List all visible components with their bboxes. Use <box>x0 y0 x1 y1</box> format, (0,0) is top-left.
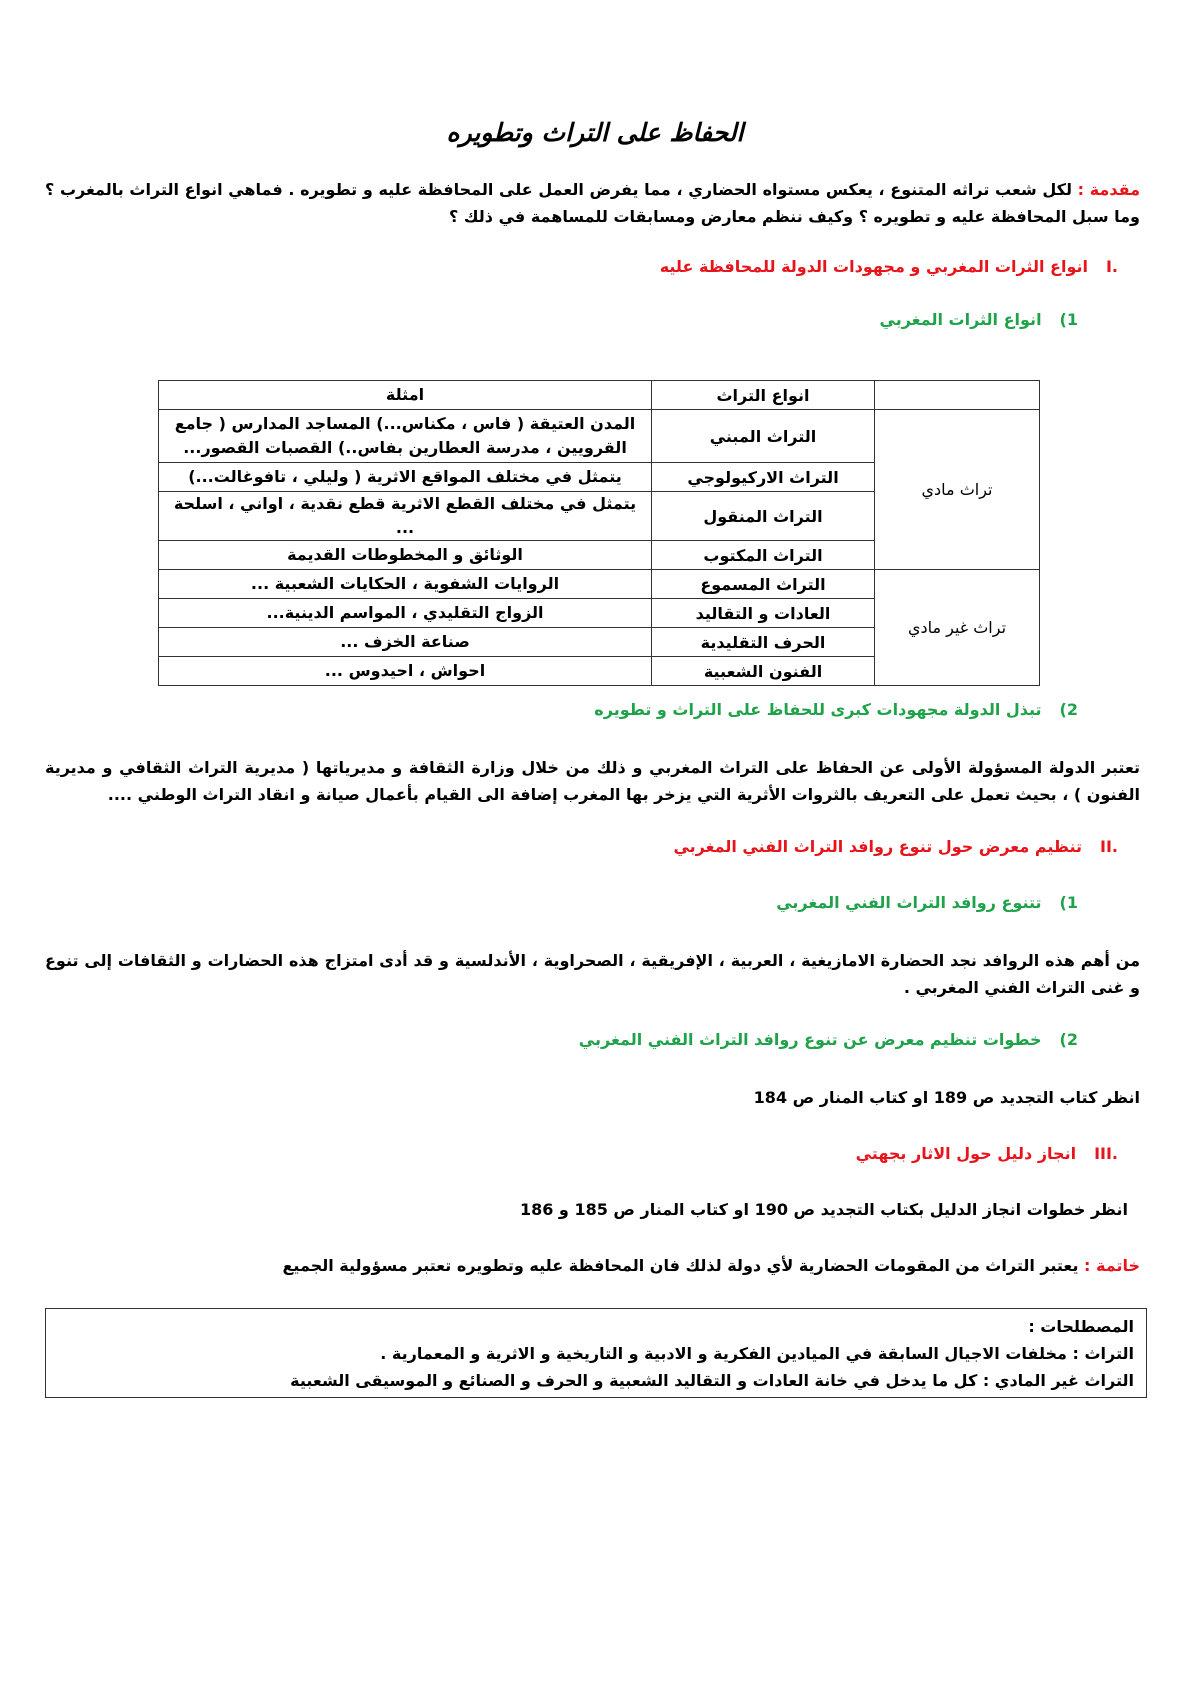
intro-paragraph <box>45 176 1140 230</box>
table-row <box>159 410 1040 463</box>
row-example: يتمثل في مختلف القطع الاثرية قطع نقدية ، اواني ، اسلحة ... <box>159 492 652 541</box>
term-definition: التراث : مخلفات الاجيال السابقة في الميادين الفكرية و الادبية و التاريخية و الاثرية و المعمارية . <box>380 1344 1134 1363</box>
conclusion-paragraph <box>283 1256 1141 1275</box>
section3-number: III. <box>1094 1144 1118 1163</box>
section1-number: I. <box>1105 257 1118 276</box>
row-example: المدن العتيقة ( فاس ، مكناس...) المساجد المدارس ( جامع القرويين ، مدرسة العطارين بفاس..) القصبات القصور... <box>159 410 652 463</box>
section2-title: تنظيم معرض حول تنوع روافد التراث الفني المغربي <box>673 837 1083 856</box>
row-example: يتمثل في مختلف المواقع الاثرية ( وليلي ، تافوغالت...) <box>159 463 652 492</box>
section2-number: II. <box>1100 837 1118 856</box>
section1-title: انواع الثرات المغربي و مجهودات الدولة للمحافظة عليه <box>659 257 1088 276</box>
table-header-examples: امثلة <box>159 381 652 410</box>
terms-heading: المصطلحات : <box>1028 1317 1134 1336</box>
section1-sub1-number: (1 <box>1059 310 1078 329</box>
section2-sub2-text: انظر كتاب التجديد ص 189 او كتاب المنار ص 184 <box>753 1088 1140 1107</box>
row-example: الوثائق و المخطوطات القديمة <box>159 541 652 570</box>
row-example: الزواج التقليدي ، المواسم الدينية... <box>159 599 652 628</box>
group-type-material: تراث مادي <box>875 410 1040 570</box>
section1-sub2-heading <box>594 700 1078 719</box>
terms-box <box>45 1308 1147 1398</box>
page-title: الحفاظ على التراث وتطويره <box>446 118 744 147</box>
term-definition: التراث غير المادي : كل ما يدخل في خانة العادات و التقاليد الشعبية و الحرف و الصنائع و الموسيقى الشعبية <box>290 1371 1134 1390</box>
section2-sub1-paragraph: من أهم هذه الروافد نجد الحضارة الامازيغية ، العربية ، الإفريقية ، الصحراوية ، الأندلسية و قد أدى امتزاج هذه الحضارات و الثقافات إلى تنوع و غنى التراث الفني المغربي . <box>45 951 1140 997</box>
section3-heading <box>856 1144 1118 1163</box>
row-kind: التراث المسموع <box>652 570 875 599</box>
section2-sub2-title: خطوات تنظيم معرض عن تنوع روافد التراث الفني المغربي <box>578 1030 1042 1049</box>
conclusion-text: يعتبر التراث من المقومات الحضارية لأي دولة لذلك فان المحافظة عليه وتطويره تعتبر مسؤولية الجميع <box>282 1256 1085 1275</box>
row-kind: الفنون الشعبية <box>652 657 875 686</box>
row-kind: التراث الاركيولوجي <box>652 463 875 492</box>
row-example: صناعة الخزف ... <box>159 628 652 657</box>
section1-sub2-paragraph: تعتبر الدولة المسؤولة الأولى عن الحفاظ على التراث المغربي و ذلك من خلال وزارة الثقافة و مديرياتها ( مديرية التراث الثقافي و مديرية الفنون ) ، بحيث تعمل على التعريف بالثروات الأثرية التي يزخر بها المغرب إضافة الى القيام بأعمال صيانة و انقاد التراث الوطني .... <box>45 758 1140 804</box>
table-header-kind: انواع التراث <box>652 381 875 410</box>
section1-sub1-title: انواع الثرات المغربي <box>879 310 1042 329</box>
intro-label: مقدمة : <box>1077 180 1140 199</box>
section2-sub2-heading <box>579 1030 1078 1049</box>
row-kind: التراث المبني <box>652 410 875 463</box>
section2-sub1-heading <box>776 893 1078 912</box>
section3-text: انظر خطوات انجاز الدليل بكتاب التجديد ص 190 او كتاب المنار ص 185 و 186 <box>519 1200 1128 1219</box>
row-kind: العادات و التقاليد <box>652 599 875 628</box>
section2-heading <box>673 837 1118 856</box>
row-kind: الحرف التقليدية <box>652 628 875 657</box>
table-header-row <box>159 381 1040 410</box>
conclusion-label: خاتمة : <box>1084 1256 1140 1275</box>
section2-sub1-title: تتنوع روافد التراث الفني المغربي <box>776 893 1042 912</box>
section3-title: انجاز دليل حول الاثار بجهتي <box>855 1144 1077 1163</box>
section1-sub2-number: (2 <box>1059 700 1078 719</box>
row-kind: التراث المنقول <box>652 492 875 541</box>
section1-sub1-heading <box>880 310 1078 329</box>
section1-sub2-title: تبذل الدولة مجهودات كبرى للحفاظ على التراث و تطويره <box>594 700 1042 719</box>
row-example: الروايات الشفوية ، الحكايات الشعبية ... <box>159 570 652 599</box>
table-header-empty <box>875 381 1040 410</box>
heritage-table <box>158 380 1040 686</box>
section1-heading <box>660 257 1118 276</box>
section2-sub1-number: (1 <box>1059 893 1078 912</box>
row-example: احواش ، احيدوس ... <box>159 657 652 686</box>
section2-sub2-number: (2 <box>1059 1030 1078 1049</box>
intro-text: لكل شعب تراثه المتنوع ، يعكس مستواه الحضاري ، مما يفرض العمل على المحافظة عليه و تطويره . فماهي انواع التراث بالمغرب ؟ وما سبل المحافظة عليه و تطويره ؟ وكيف ننظم معارض ومسابقات للمساهمة في ذلك ؟ <box>45 180 1140 226</box>
row-kind: التراث المكتوب <box>652 541 875 570</box>
group-type-intangible: تراث غير مادي <box>875 570 1040 686</box>
table-row <box>159 570 1040 599</box>
